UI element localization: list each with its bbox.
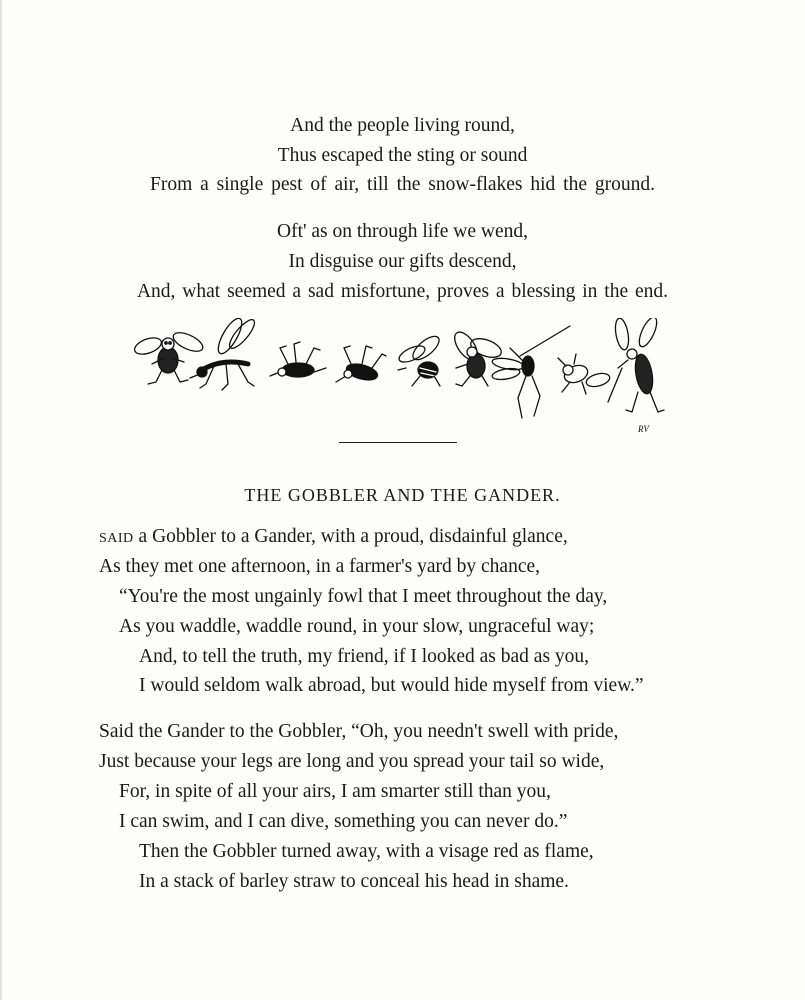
poem-line: From a single pest of air, till the snow-flakes hid the ground. <box>149 174 655 195</box>
illustrator-monogram: RV <box>638 424 649 434</box>
insects-frieze-illustration <box>130 318 670 436</box>
poem-line: And, to tell the truth, my friend, if I looked as bad as you, <box>139 646 590 667</box>
poem-line: I would seldom walk abroad, but would hide myself from view.” <box>139 675 644 696</box>
poem-line: And, what seemed a sad misfortune, proves a blessing in the end. <box>136 281 669 302</box>
poem-line <box>99 527 568 547</box>
insect-figure <box>450 328 504 386</box>
poem-line: As they met one afternoon, in a farmer's yard by chance, <box>99 556 541 577</box>
poem-line: Thus escaped the sting or sound <box>277 145 528 166</box>
poem-title: THE GOBBLER AND THE GANDER. <box>244 485 561 505</box>
poem-line: Then the Gobbler turned away, with a visage red as flame, <box>139 841 594 862</box>
poem-line: “You're the most ungainly fowl that I meet throughout the day, <box>119 586 608 607</box>
poem-line: For, in spite of all your airs, I am smarter still than you, <box>119 781 551 802</box>
poem-line: As you waddle, waddle round, in your slow, ungraceful way; <box>119 616 595 637</box>
insect-figure <box>608 318 664 412</box>
insect-figure <box>270 342 326 377</box>
insect-figure <box>491 326 570 418</box>
poem-line: In a stack of barley straw to conceal his head in shame. <box>139 871 569 892</box>
poem-line: Said the Gander to the Gobbler, “Oh, you needn't swell with pride, <box>99 721 619 742</box>
poem-line: Just because your legs are long and you spread your tail so wide, <box>99 751 605 772</box>
poem-line-rest: a Gobbler to a Gander, with a proud, disdainful glance, <box>133 526 568 547</box>
insect-figure <box>397 332 443 386</box>
insect-figure <box>190 318 258 390</box>
insect-figure <box>558 354 611 394</box>
poem-line: And the people living round, <box>290 115 515 136</box>
small-caps-opening: SAID <box>99 531 134 546</box>
poem-line: Oft' as on through life we wend, <box>277 221 528 242</box>
poem-line: I can swim, and I can dive, something you can never do.” <box>119 811 568 832</box>
poem-line: In disguise our gifts descend, <box>288 251 517 272</box>
section-divider <box>339 442 457 443</box>
insect-figure <box>336 346 386 383</box>
